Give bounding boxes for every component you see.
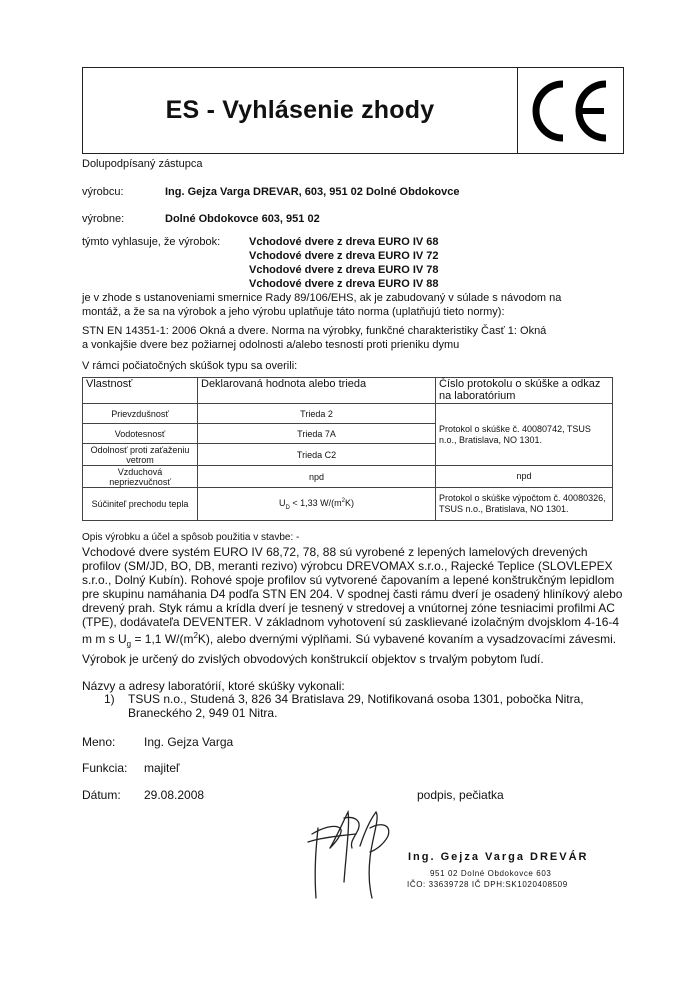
plant-value: Dolné Obdokovce 603, 951 02 [165, 213, 320, 225]
property-cell: Vzduchová nepriezvučnosť [83, 466, 198, 488]
value-cell: npd [198, 466, 436, 488]
property-cell: Prievzdušnosť [83, 404, 198, 424]
table-row [83, 488, 613, 521]
product-item: Vchodové dvere z dreva EURO IV 72 [249, 250, 439, 262]
value-cell: Trieda C2 [198, 444, 436, 466]
name-label: Meno: [82, 735, 116, 749]
usage-line: s.r.o., Dolný Kubín). Rohové spoje profilov sú vytvorené čapovaním a lepené konštrukčným lepidlom [82, 573, 615, 587]
usage-line: drevený prah. Styk rámu a krídla dverí je tesnený v stredovej a vnútornej zóne tesniacimi profilmi AC [82, 601, 615, 615]
usage-text: = 1,1 W/(m [131, 632, 194, 646]
tests-intro: V rámci počiatočných skúšok typu sa overili: [82, 360, 298, 372]
date-label: Dátum: [82, 788, 121, 802]
value-text: < 1,33 W/(m [289, 497, 342, 508]
conformity-line: montáž, a že sa na výrobok a jeho výrobu uplatňuje táto norma (uplatňujú tieto normy): [82, 306, 505, 318]
ce-mark-icon [518, 68, 623, 153]
value-superscript: 2 [341, 497, 345, 504]
test-results-table [82, 377, 613, 521]
usage-subscript: g [126, 639, 132, 649]
purpose-text: Výrobok je určený do zvislých obvodových konštrukcií objektov s trvalým pobytom ľudí. [82, 652, 544, 666]
usage-line: Vchodové dvere systém EURO IV 68,72, 78, 88 sú vyrobené z lepených lamelových drevených [82, 545, 588, 559]
table-row [83, 404, 613, 424]
manufacturer-value: Ing. Gejza Varga DREVAR, 603, 951 02 Dolné Obdokovce [165, 186, 460, 198]
column-header: Vlastnosť [83, 378, 198, 404]
header-box [82, 67, 624, 154]
usage-line [82, 629, 616, 651]
column-header: Číslo protokolu o skúške a odkaz na laboratórium [436, 378, 613, 404]
product-item: Vchodové dvere z dreva EURO IV 68 [249, 236, 439, 248]
value-cell: Trieda 2 [198, 404, 436, 424]
stamp-name: Ing. Gejza Varga DREVÁR [408, 851, 589, 863]
value-cell: Trieda 7A [198, 424, 436, 444]
page-title: ES - Vyhlásenie zhody [165, 96, 435, 124]
labs-line: TSUS n.o., Studená 3, 826 34 Bratislava 29, Notifikovaná osoba 1301, pobočka Nitra, [128, 692, 584, 706]
usage-line: pre skupinu namáhania D4 podľa STN EN 204. V spodnej časti rámu dverí je osadený hliníkový alebo [82, 587, 623, 601]
property-cell: Súčiniteľ prechodu tepla [83, 488, 198, 521]
role-value: majiteľ [144, 761, 180, 775]
protocol-cell: Protokol o skúške výpočtom č. 40080326, TSUS n.o., Bratislava, NO 1301. [436, 488, 613, 521]
labs-number: 1) [104, 692, 115, 706]
value-cell [198, 488, 436, 521]
manufacturer-label: výrobcu: [82, 186, 124, 198]
property-cell: Vodotesnosť [83, 424, 198, 444]
value-subscript: D [285, 504, 290, 511]
usage-line: (TPE), dodávateľa DEVENTER. V základnom vyhotovení sú zasklievané izolačným dvojsklom 4-16-4 [82, 615, 620, 629]
role-label: Funkcia: [82, 761, 128, 775]
intro-text: Dolupodpísaný zástupca [82, 158, 203, 170]
table-row [83, 466, 613, 488]
date-value: 29.08.2008 [144, 788, 205, 802]
signature-label: podpis, pečiatka [417, 788, 504, 802]
plant-label: výrobne: [82, 213, 125, 225]
usage-text: K), alebo dvernými výplňami. Sú vybavené kovaním a vysadzovacími závesmi. [197, 632, 617, 646]
declares-label: týmto vyhlasuje, že výrobok: [82, 236, 221, 248]
column-header: Deklarovaná hodnota alebo trieda [198, 378, 436, 404]
property-cell: Odolnosť proti zaťaženiu vetrom [83, 444, 198, 466]
protocol-cell: Protokol o skúške č. 40080742, TSUS n.o., Bratislava, NO 1301. [436, 404, 613, 466]
protocol-cell: npd [436, 466, 613, 488]
header-title-cell [83, 68, 518, 153]
usage-line: profilov (SM/JD, BO, DB, meranti rezivo) výrobcu DREVOMAX s.r.o., Rajecké Teplice (SLOVLEPEX [82, 559, 613, 573]
standard-line: STN EN 14351-1: 2006 Okná a dvere. Norma na výrobky, funkčné charakteristiky Časť 1: Okná [82, 325, 547, 337]
stamp-ids: IČO: 33639728 IČ DPH:SK1020408509 [407, 880, 568, 889]
labs-line: Braneckého 2, 949 01 Nitra. [128, 706, 278, 720]
value-text: K) [344, 497, 354, 508]
usage-text: m m s U [82, 632, 127, 646]
value-text: U [279, 497, 286, 508]
product-item: Vchodové dvere z dreva EURO IV 88 [249, 278, 439, 290]
table-header-row [83, 378, 613, 404]
handwritten-signature [300, 798, 410, 908]
name-value: Ing. Gejza Varga [144, 735, 234, 749]
labs-heading: Názvy a adresy laboratórií, ktoré skúšky vykonali: [82, 679, 345, 693]
usage-superscript: 2 [193, 631, 198, 640]
usage-heading: Opis výrobku a účel a spôsob použitia v stavbe: - [82, 532, 300, 543]
conformity-line: je v zhode s ustanoveniami smernice Rady 89/106/EHS, ak je zabudovaný v súlade s návodom na [82, 292, 562, 304]
stamp-address: 951 02 Dolné Obdokovce 603 [430, 869, 552, 878]
standard-line: a vonkajšie dvere bez požiarnej odolnosti a/alebo tesnosti proti prieniku dymu [82, 339, 460, 351]
product-item: Vchodové dvere z dreva EURO IV 78 [249, 264, 439, 276]
